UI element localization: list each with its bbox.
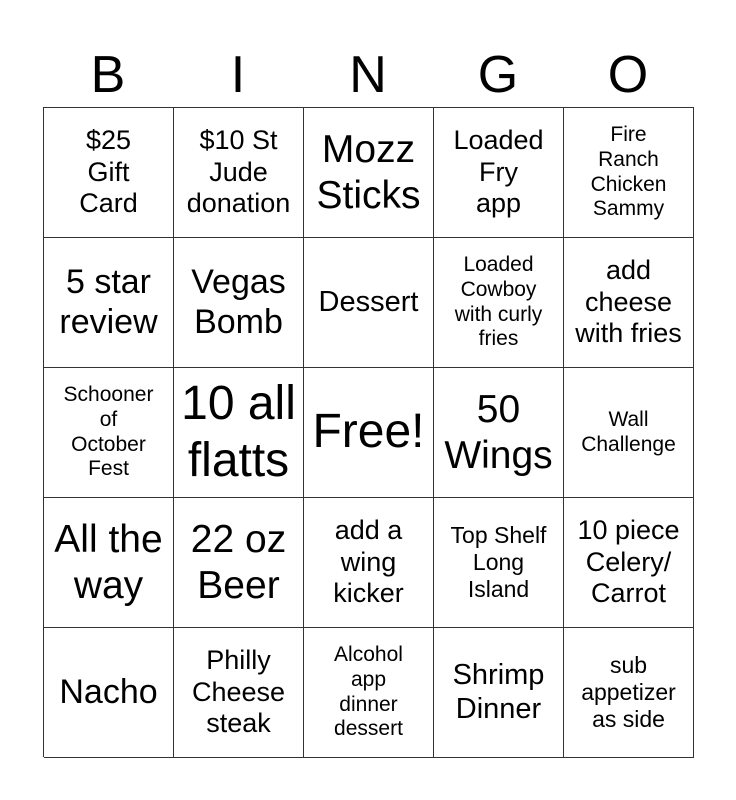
header-letter-n: N	[349, 46, 387, 104]
cell-text: Fire Ranch Chicken Sammy	[590, 123, 667, 221]
cell-text: 22 oz Beer	[190, 517, 287, 607]
free-space-cell[interactable]	[304, 368, 434, 498]
cell-text: $25 Gift Card	[79, 125, 138, 219]
cell-text: Nacho	[59, 672, 158, 711]
header-letter-o: O	[607, 46, 649, 104]
bingo-cell[interactable]	[434, 628, 564, 758]
cell-text: 10 piece Celery/ Carrot	[577, 515, 680, 609]
cell-text: 10 all flatts	[181, 377, 296, 487]
bingo-cell[interactable]	[434, 108, 564, 238]
cell-text: add a wing kicker	[333, 515, 404, 609]
bingo-cell[interactable]	[304, 238, 434, 368]
cell-text: Philly Cheese steak	[191, 645, 286, 739]
cell-text: Schooner of October Fest	[63, 383, 154, 481]
bingo-cell[interactable]	[564, 238, 694, 368]
bingo-cell[interactable]	[564, 498, 694, 628]
bingo-cell[interactable]	[564, 628, 694, 758]
bingo-cell[interactable]	[304, 628, 434, 758]
bingo-cell[interactable]	[44, 108, 174, 238]
bingo-cell[interactable]	[174, 498, 304, 628]
bingo-cell[interactable]	[44, 238, 174, 368]
cell-text: Mozz Sticks	[316, 127, 421, 217]
bingo-cell[interactable]	[44, 628, 174, 758]
free-space-text: Free!	[312, 405, 425, 459]
bingo-cell[interactable]	[564, 368, 694, 498]
bingo-cell[interactable]	[434, 238, 564, 368]
cell-text: sub appetizer as side	[581, 652, 676, 732]
cell-text: Top Shelf Long Island	[450, 522, 547, 602]
header-letter-i: I	[230, 46, 246, 104]
cell-text: Loaded Cowboy with curly fries	[454, 253, 543, 351]
cell-text: add cheese with fries	[575, 255, 682, 349]
cell-text: Alcohol app dinner dessert	[334, 643, 403, 741]
header-letter-b: B	[90, 46, 126, 104]
bingo-cell[interactable]	[174, 238, 304, 368]
cell-text: 50 Wings	[444, 387, 553, 477]
cell-text: All the way	[54, 517, 163, 607]
bingo-cell[interactable]	[434, 498, 564, 628]
bingo-cell[interactable]	[434, 368, 564, 498]
bingo-header	[43, 42, 693, 108]
bingo-grid	[43, 107, 694, 757]
bingo-cell[interactable]	[174, 628, 304, 758]
cell-text: 5 star review	[59, 262, 158, 341]
bingo-cell[interactable]	[44, 368, 174, 498]
bingo-cell[interactable]	[44, 498, 174, 628]
bingo-cell[interactable]	[304, 108, 434, 238]
cell-text: Vegas Bomb	[191, 262, 286, 341]
bingo-cell[interactable]	[564, 108, 694, 238]
bingo-cell[interactable]	[174, 368, 304, 498]
cell-text: Dessert	[318, 285, 419, 318]
cell-text: Loaded Fry app	[453, 125, 544, 219]
cell-text: $10 St Jude donation	[186, 125, 291, 219]
cell-text: Wall Challenge	[581, 407, 676, 456]
bingo-cell[interactable]	[174, 108, 304, 238]
cell-text: Shrimp Dinner	[452, 658, 545, 725]
bingo-cell[interactable]	[304, 498, 434, 628]
header-letter-g: G	[477, 46, 519, 104]
